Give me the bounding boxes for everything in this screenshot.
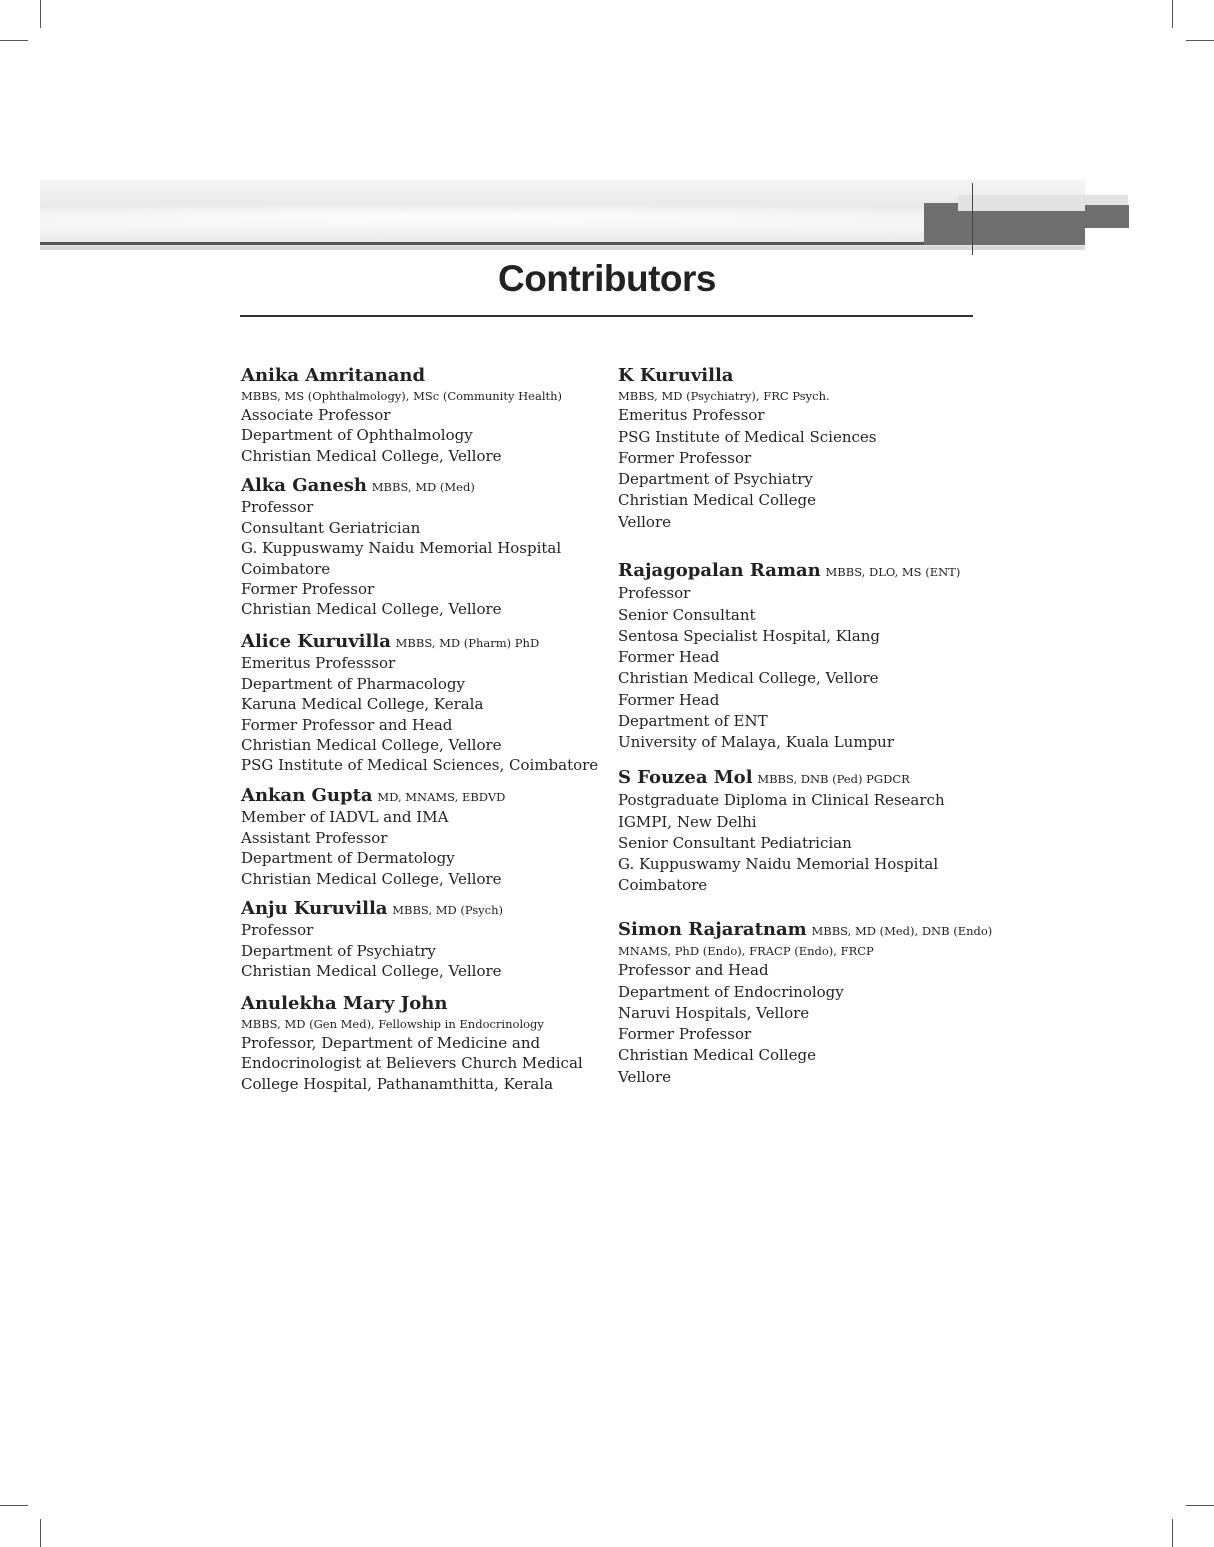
contributor-header: [618, 919, 992, 942]
contributor-name: K Kuruvilla: [618, 365, 734, 386]
contributor-entry: [241, 898, 503, 982]
contributor-credentials: MBBS, MD (Gen Med), Fellowship in Endocrinology: [241, 1017, 544, 1031]
contributor-detail-line: Christian Medical College: [618, 1046, 817, 1065]
contributor-detail-line: Naruvi Hospitals, Vellore: [618, 1003, 810, 1022]
contributor-detail-line: Department of Ophthalmology: [241, 426, 473, 445]
contributor-entry: [618, 767, 945, 897]
contributor-detail-line: G. Kuppuswamy Naidu Memorial Hospital: [241, 539, 562, 558]
contributor-detail-line: Professor: [618, 584, 691, 603]
contributor-detail-line: Senior Consultant Pediatrician: [618, 833, 852, 852]
contributor-name: Anulekha Mary John: [241, 993, 448, 1014]
contributor-detail-line: Vellore: [618, 1067, 672, 1086]
contributor-detail-line: Consultant Geriatrician: [241, 518, 421, 537]
contributor-header: [241, 475, 561, 497]
contributor-detail-line: Former Professor: [241, 580, 375, 599]
contributor-credentials-continued: MNAMS, PhD (Endo), FRACP (Endo), FRCP: [618, 944, 874, 959]
contributor-credentials: MBBS, DLO, MS (ENT): [825, 565, 961, 579]
contributor-header: [241, 785, 505, 807]
contributor-detail-line: PSG Institute of Medical Sciences, Coimbatore: [241, 756, 599, 775]
contributor-name: Alka Ganesh: [241, 475, 367, 496]
banner-divider: [972, 183, 973, 255]
contributor-name: Rajagopalan Raman: [618, 560, 821, 581]
contributor-detail-line: Department of Psychiatry: [241, 941, 436, 960]
contributor-name: Simon Rajaratnam: [618, 919, 807, 940]
contributor-header: [241, 898, 503, 920]
contributor-detail-line: Professor and Head: [618, 961, 769, 980]
contributor-detail-line: Former Professor: [618, 1025, 752, 1044]
contributor-header: [618, 560, 960, 583]
contributor-header: [241, 365, 562, 387]
crop-mark: [1186, 1505, 1214, 1506]
contributor-detail-line: Christian Medical College, Vellore: [241, 446, 502, 465]
contributor-name: S Fouzea Mol: [618, 767, 753, 788]
contributor-credentials: MBBS, DNB (Ped) PGDCR: [757, 772, 910, 786]
contributor-detail-line: IGMPI, New Delhi: [618, 812, 757, 831]
contributor-credentials: MBBS, MD (Psych): [392, 903, 504, 917]
contributor-entry: [618, 919, 992, 1088]
contributor-credentials: MBBS, MD (Med), DNB (Endo): [811, 924, 993, 938]
contributor-detail-line: Department of Psychiatry: [618, 470, 813, 489]
contributor-detail-line: Karuna Medical College, Kerala: [241, 695, 484, 714]
contributor-detail-line: Associate Professor: [241, 406, 391, 424]
contributor-name: Alice Kuruvilla: [241, 631, 391, 652]
crop-mark: [0, 1505, 28, 1506]
contributor-credentials: MD, MNAMS, EBDVD: [377, 790, 506, 804]
contributor-detail-line: Coimbatore: [618, 876, 708, 895]
contributor-header: [618, 767, 945, 790]
crop-mark: [40, 1519, 41, 1547]
contributor-name: Ankan Gupta: [241, 785, 373, 806]
contributor-entry: [241, 993, 583, 1094]
contributor-detail-line: Christian Medical College, Vellore: [618, 669, 879, 688]
crop-mark: [0, 40, 28, 41]
contributor-detail-line: Former Head: [618, 690, 720, 709]
contributor-detail-line: Vellore: [618, 512, 672, 531]
contributor-entry: [241, 631, 598, 776]
contributor-detail-line: Department of ENT: [618, 712, 768, 731]
contributor-detail-line: Department of Dermatology: [241, 849, 455, 868]
contributor-detail-line: Emeritus Professor: [618, 406, 765, 425]
contributor-credentials: MBBS, MD (Pharm) PhD: [395, 636, 540, 650]
contributor-entry: [618, 365, 876, 533]
contributor-detail-line: Professor: [241, 498, 314, 517]
contributor-detail-line: PSG Institute of Medical Sciences: [618, 427, 877, 446]
banner-block: [958, 211, 1085, 245]
contributor-detail-line: Professor, Department of Medicine and: [241, 1034, 541, 1052]
contributor-detail-line: Former Head: [618, 648, 720, 667]
contributor-detail-line: Endocrinologist at Believers Church Medical: [241, 1054, 583, 1073]
banner-block: [924, 203, 958, 245]
contributor-detail-line: Department of Pharmacology: [241, 674, 465, 693]
page-title: Contributors: [497, 258, 717, 299]
crop-mark: [1172, 0, 1173, 28]
crop-mark: [1186, 40, 1214, 41]
contributor-detail-line: Postgraduate Diploma in Clinical Research: [618, 791, 945, 810]
contributor-detail-line: Professor: [241, 921, 314, 940]
contributor-header: [618, 365, 876, 387]
contributor-detail-line: Christian Medical College, Vellore: [241, 736, 502, 755]
contributor-name: Anika Amritanand: [241, 365, 426, 386]
contributor-entry: [241, 365, 562, 466]
contributor-detail-line: Christian Medical College, Vellore: [241, 962, 502, 981]
banner-shadow: [40, 246, 1085, 250]
banner-block: [1085, 205, 1129, 228]
contributor-credentials: MBBS, MD (Med): [371, 480, 475, 494]
contributor-name: Anju Kuruvilla: [241, 898, 388, 919]
contributor-detail-line: Senior Consultant: [618, 605, 756, 624]
contributor-entry: [241, 785, 505, 889]
contributor-detail-line: Christian Medical College: [618, 491, 817, 510]
contributor-credentials: MBBS, MD (Psychiatry), FRC Psych.: [618, 389, 830, 404]
contributor-detail-line: Christian Medical College, Vellore: [241, 600, 502, 619]
contributor-detail-line: Christian Medical College, Vellore: [241, 869, 502, 888]
contributor-header: [241, 993, 583, 1015]
contributor-detail-line: College Hospital, Pathanamthitta, Kerala: [241, 1074, 554, 1093]
contributor-detail-line: G. Kuppuswamy Naidu Memorial Hospital: [618, 855, 939, 874]
contributor-entry: [618, 560, 960, 754]
contributor-entry: [241, 475, 561, 620]
contributor-detail-line: Former Professor and Head: [241, 715, 453, 734]
contributor-detail-line: University of Malaya, Kuala Lumpur: [618, 733, 894, 752]
contributor-detail-line: Sentosa Specialist Hospital, Klang: [618, 626, 880, 645]
contributor-detail-line: Emeritus Professsor: [241, 654, 396, 673]
contributor-detail-line: Former Professor: [618, 448, 752, 467]
banner-rule: [40, 242, 924, 245]
contributor-detail-line: Department of Endocrinology: [618, 982, 844, 1001]
contributor-detail-line: Assistant Professor: [241, 828, 388, 847]
contributor-detail-line: Coimbatore: [241, 559, 331, 578]
contributor-header: [241, 631, 598, 653]
crop-mark: [40, 0, 41, 28]
contributor-detail-line: Member of IADVL and IMA: [241, 808, 449, 827]
contributor-credentials: MBBS, MS (Ophthalmology), MSc (Community Health): [241, 389, 563, 403]
title-rule: [240, 315, 973, 317]
crop-mark: [1172, 1519, 1173, 1547]
